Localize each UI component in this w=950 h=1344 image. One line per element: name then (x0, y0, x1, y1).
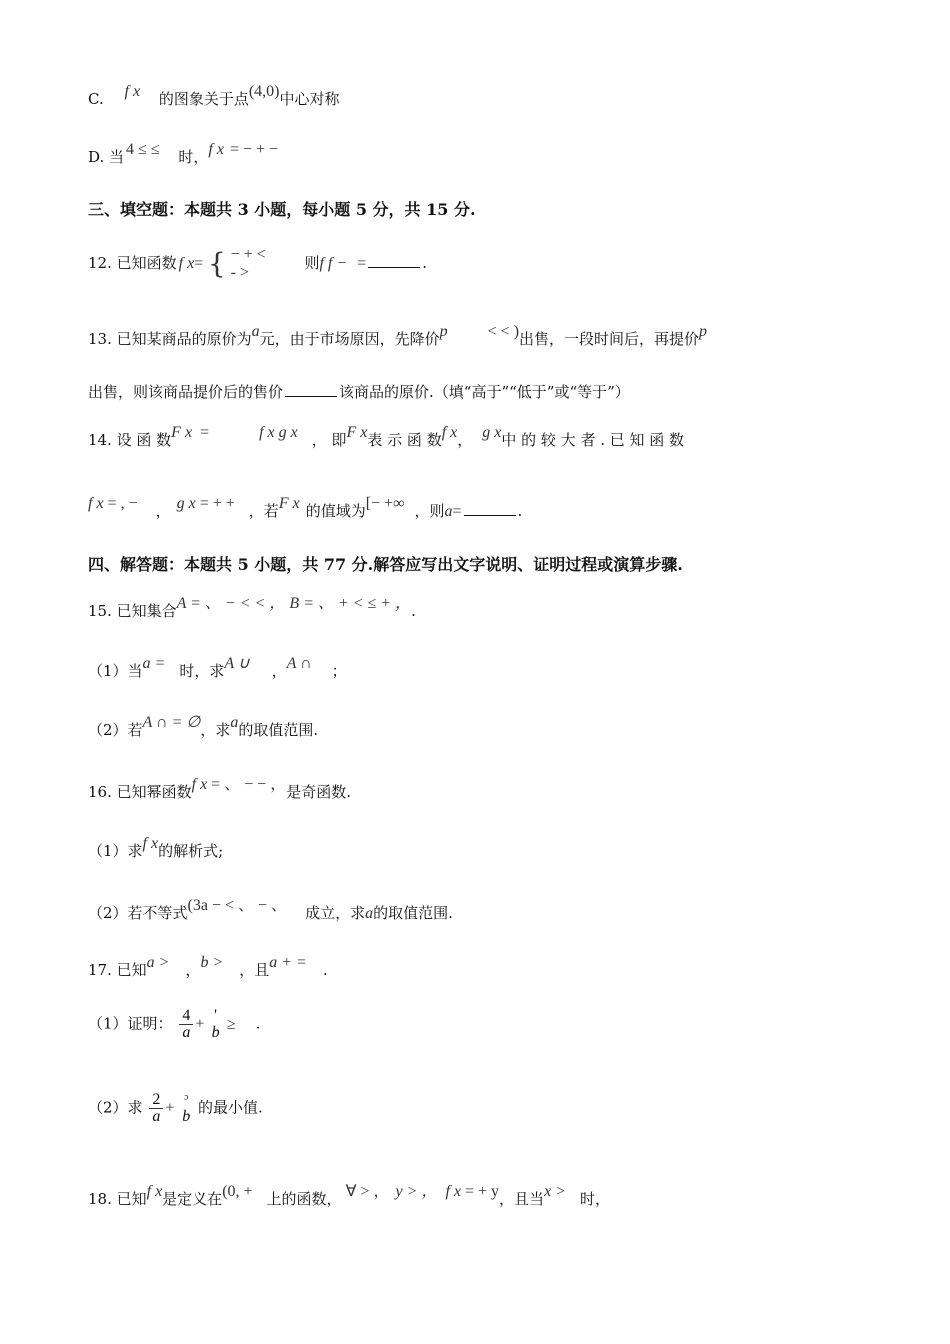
text: 时， (579, 1190, 610, 1208)
text: 的取值范围. (373, 904, 453, 922)
math-inequality: (3a − < 、 − 、 (187, 897, 288, 914)
question-12: 12. 已知函数 f x= { − + < - > 则f f − = . (88, 246, 427, 281)
math-ff: f f − (319, 255, 348, 272)
question-16 (88, 776, 352, 802)
option-label: D. 当 (88, 148, 125, 166)
math-union: A ∪ (224, 655, 250, 672)
math-expr: = − + − (229, 141, 279, 158)
question-label: 18. 已知 (88, 1190, 147, 1208)
text: . (517, 502, 523, 520)
math-f-def: = , − (107, 495, 138, 512)
math-p: p (699, 323, 708, 340)
denominator: b (182, 1108, 191, 1125)
question-15 (88, 595, 416, 621)
text: . (411, 602, 416, 620)
text: . (422, 254, 427, 272)
text: ，若 (248, 502, 279, 520)
question-label: 15. 已知集合 (88, 602, 177, 620)
option-label: C. (88, 90, 104, 108)
text: 的取值范围. (238, 721, 319, 739)
math-Fx: F x (346, 424, 368, 441)
denominator: a (182, 1024, 191, 1041)
text: （1）求 (88, 842, 143, 860)
piece-top: − + < (230, 246, 266, 263)
question-16-part-1 (88, 835, 224, 861)
math-a: a (230, 714, 239, 731)
math-fx: f x (124, 83, 141, 100)
math-a-positive: a > (146, 954, 170, 971)
question-15-part-1: （1）当a = 时，求A ∪ ，A ∩ ； (88, 655, 347, 680)
text: 中心对称 (279, 90, 340, 108)
answer-blank[interactable] (285, 395, 337, 397)
math-fx: f x (208, 141, 224, 158)
math-b-positive: b > (200, 954, 224, 971)
text: （2）求 (88, 1098, 143, 1117)
text: ， (155, 502, 171, 520)
math-fx: f x (142, 835, 159, 852)
math-sum: a + = (269, 954, 307, 971)
math-range: [− +∞ (365, 495, 405, 512)
question-17-part-2: （2）求 $\frac{2}{a}$ + ᵓ b 的最小值. (88, 1091, 263, 1125)
text: 出售，一段时间后，再提价 (519, 330, 700, 348)
text: 是奇函数. (286, 783, 352, 801)
question-17-part-1: （1）证明： $\frac{4}{a}$ + ' b ≥ . (88, 1007, 261, 1041)
text: 表 示 函 数 (367, 431, 442, 449)
math-fx: f x (88, 495, 104, 512)
text: （1）证明： (88, 1014, 173, 1033)
math-forall: ∀ > ， (345, 1183, 390, 1200)
text: ； (331, 662, 347, 680)
math-cond: < < ) (487, 323, 520, 340)
math-point: (4,0) (248, 83, 280, 100)
piece-bottom: - > (230, 264, 249, 281)
math-set-b: B = 、 + < ≤ + ， (289, 595, 412, 612)
math-gx: g x (176, 495, 196, 512)
math-a: a (251, 323, 260, 340)
text: ， 即 (311, 431, 347, 449)
text: 的解析式; (158, 842, 224, 860)
question-label: 12. 已知函数 (88, 254, 177, 272)
fraction (179, 1008, 193, 1041)
section-heading: 四、解答题：本题共 5 小题，共 77 分.解答应写出文字说明、证明过程或演算步骤. (88, 555, 683, 574)
math-fxy: f x (445, 1183, 461, 1200)
math-intersection: A ∩ (286, 655, 312, 672)
math-empty-intersection: A ∩ = ∅ (142, 714, 201, 731)
text: 的值域为 (305, 502, 366, 520)
text: 元，由于市场原因，先降价 (259, 330, 440, 348)
fraction: ' b (211, 1007, 220, 1041)
text: ，且当 (499, 1190, 545, 1208)
math-range: 4 ≤ ≤ (126, 141, 160, 158)
question-14: 14. 设 函 数F x = f x g x ， 即F x表 示 函 数f x， g x中 的 较 大 者 . 已 知 函 数 (88, 424, 685, 449)
answer-blank[interactable] (368, 266, 420, 268)
text: . (322, 961, 328, 979)
text: ，求 (200, 721, 231, 739)
math-domain: (0, + (222, 1183, 253, 1200)
text: 则 (304, 254, 320, 272)
question-15-part-2 (88, 714, 319, 740)
math-a: a (444, 503, 453, 520)
text: （1）当 (88, 662, 143, 680)
text: 的最小值. (198, 1098, 263, 1117)
option-c (88, 83, 340, 109)
question-17: 17. 已知a > ，b > ，且a + = . (88, 954, 328, 979)
question-13 (88, 323, 708, 349)
numerator: 2 (149, 1092, 163, 1109)
text: 成立，求 (305, 904, 366, 922)
text: （2）若 (88, 721, 143, 739)
denominator: b (211, 1024, 220, 1041)
text: 该商品的原价.（填“高于”“低于”或“等于”） (339, 383, 630, 401)
text: 时， (178, 148, 209, 166)
question-14-cont: f x = , − ， g x = + + ，若F x 的值域为[− +∞ ，则a= . (88, 495, 523, 520)
denominator: a (152, 1108, 161, 1125)
fraction (149, 1092, 163, 1125)
math-gx: g x (482, 424, 502, 441)
math-Fx: F x (171, 424, 193, 441)
option-d (88, 141, 279, 167)
text: 中 的 较 大 者 . 已 知 函 数 (501, 431, 685, 449)
text: ，则 (414, 502, 445, 520)
numerator: 4 (179, 1008, 193, 1025)
text: ，且 (239, 961, 270, 979)
fraction: ᵓ b (182, 1091, 191, 1125)
brace: { (207, 247, 226, 280)
math-a: a (365, 905, 374, 922)
question-18 (88, 1183, 610, 1209)
text: 是定义在 (162, 1190, 223, 1208)
math-p: p (439, 323, 448, 340)
math-power-fn: = 、 − − ， (211, 776, 287, 793)
math-fx: f x (178, 255, 195, 272)
question-16-part-2 (88, 897, 453, 923)
text: ， (457, 431, 473, 449)
math-functional-eq: = + y (465, 1183, 500, 1200)
math-x-positive: x > (544, 1183, 566, 1200)
text: 时，求 (179, 662, 225, 680)
text: 上的函数， (266, 1190, 342, 1208)
math-max: f x g x (259, 424, 298, 441)
text: 的图象关于点 (158, 90, 249, 108)
text: （2）若不等式 (88, 904, 188, 922)
question-label: 17. 已知 (88, 961, 147, 979)
math-set-a: A = 、 − < < ， (176, 595, 286, 612)
text: 13. 已知某商品的原价为 (88, 330, 252, 348)
math-g-def: = + + (199, 495, 235, 512)
text: 出售，则该商品提价后的售价 (88, 383, 284, 401)
math-Fx: F x (278, 495, 300, 512)
piecewise (231, 246, 266, 282)
math-fx: f x (441, 424, 458, 441)
question-label: 14. 设 函 数 (88, 431, 172, 449)
math-a-value: a = (142, 655, 166, 672)
answer-blank[interactable] (464, 514, 516, 516)
question-label: 16. 已知幂函数 (88, 783, 192, 801)
math-fx: f x (146, 1183, 163, 1200)
question-13-cont (88, 381, 630, 402)
math-fx: f x (191, 776, 208, 793)
math-eq: = (357, 255, 367, 272)
section-heading: 三、填空题：本题共 3 小题，每小题 5 分，共 15 分. (88, 200, 476, 219)
math-ge: ≥ (226, 1015, 236, 1033)
math-y-positive: y > ， (395, 1183, 438, 1200)
